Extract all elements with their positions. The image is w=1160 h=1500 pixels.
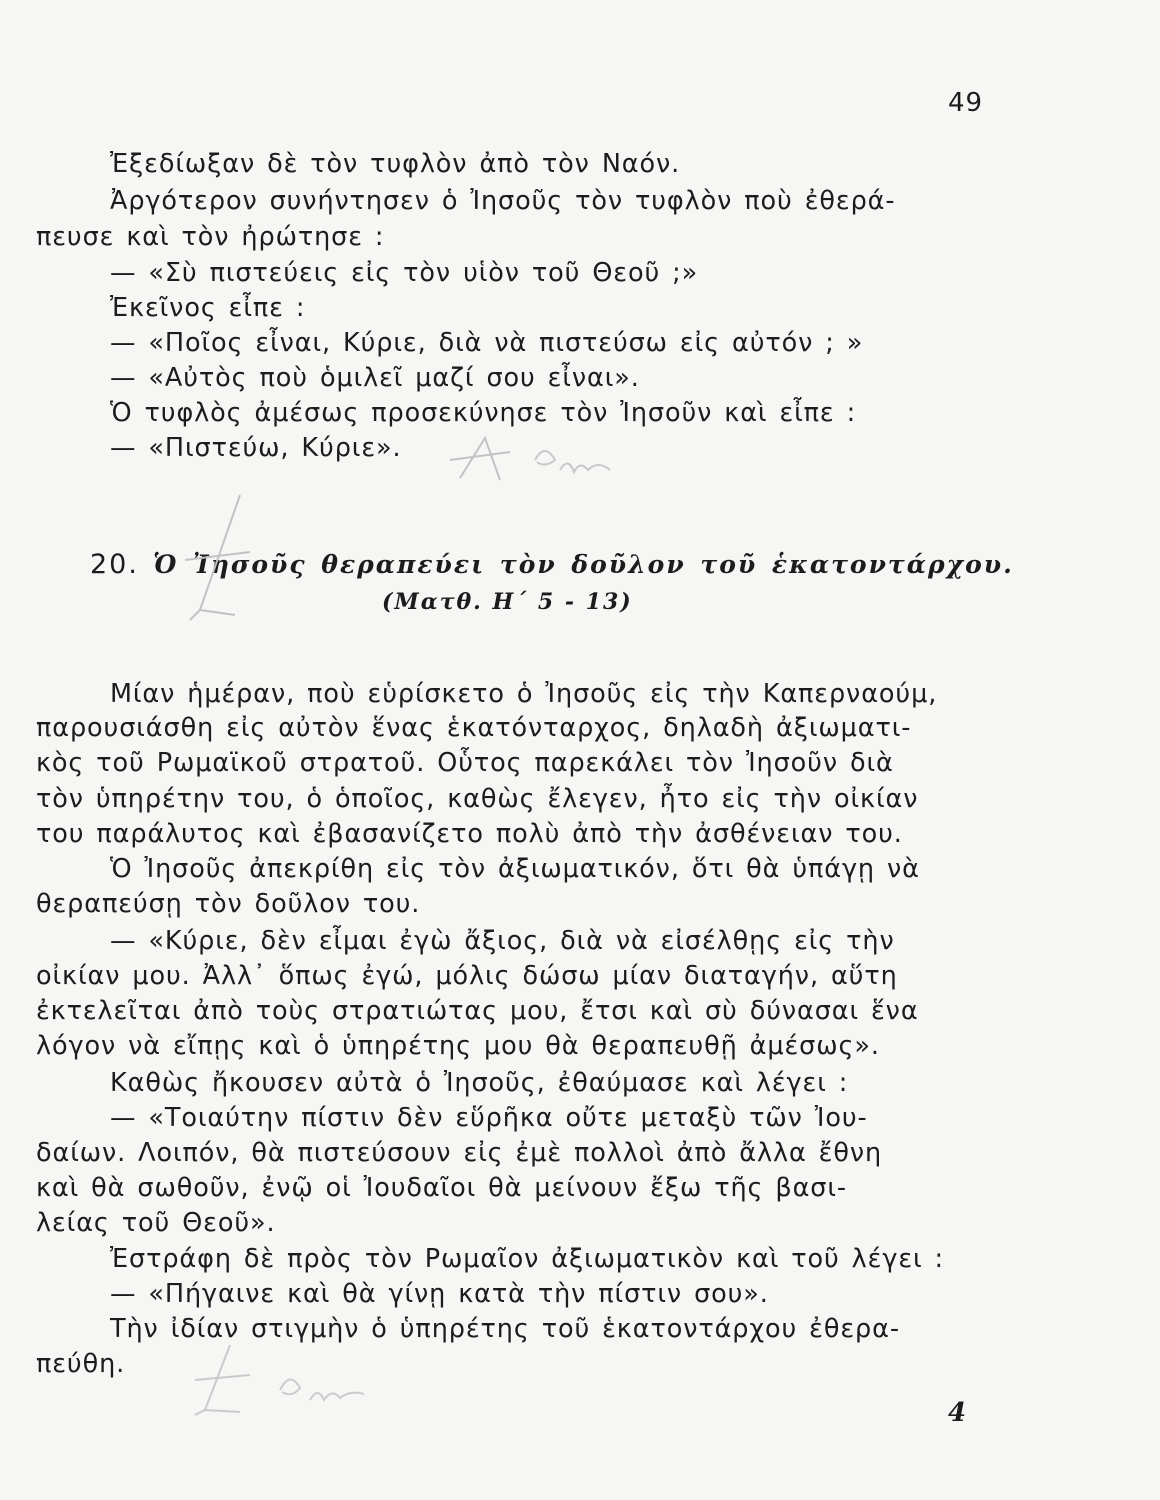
text-line: — «Κύριε, δὲν εἶμαι ἐγὼ ἄξιος, διὰ νὰ εἰσέλθῃς εἰς τὴν — [110, 926, 895, 956]
text-line: τὸν ὑπηρέτην του, ὁ ὁποῖος, καθὼς ἔλεγεν, ἦτο εἰς τὴν οἰκίαν — [36, 784, 919, 814]
text-line: λόγον νὰ εἴπῃς καὶ ὁ ὑπηρέτης μου θὰ θεραπευθῇ ἀμέσως». — [36, 1031, 880, 1061]
text-line: — «Πιστεύω, Κύριε». — [110, 433, 402, 463]
pencil-mark-icon — [440, 430, 630, 490]
text-line: παρουσιάσθη εἰς αὐτὸν ἕνας ἑκατόνταρχος, δηλαδὴ ἀξιωματι- — [36, 713, 912, 743]
text-line: Ἐστράφη δὲ πρὸς τὸν Ρωμαῖον ἀξιωματικὸν καὶ τοῦ λέγει : — [110, 1244, 945, 1274]
text-line: κὸς τοῦ Ρωμαϊκοῦ στρατοῦ. Οὗτος παρεκάλει τὸν Ἰησοῦν διὰ — [36, 748, 894, 778]
text-line: Τὴν ἰδίαν στιγμὴν ὁ ὑπηρέτης τοῦ ἑκατοντάρχου ἐθερα- — [110, 1314, 900, 1344]
section-number: 20. — [90, 549, 139, 580]
text-line: λείας τοῦ Θεοῦ». — [36, 1208, 276, 1238]
text-line: του παράλυτος καὶ ἐβασανίζετο πολὺ ἀπὸ τὴν ἀσθένειαν του. — [36, 819, 903, 849]
section-heading — [90, 549, 1014, 580]
signature-number: 4 — [948, 1398, 967, 1428]
text-line: Ὁ Ἰησοῦς ἀπεκρίθη εἰς τὸν ἀξιωματικόν, ὅτι θὰ ὑπάγῃ νὰ — [110, 854, 920, 884]
text-line: οἰκίαν μου. Ἀλλ᾽ ὅπως ἐγώ, μόλις δώσω μίαν διαταγήν, αὕτη — [36, 961, 898, 991]
text-line: πεύθη. — [36, 1349, 126, 1379]
text-line: καὶ θὰ σωθοῦν, ἐνῷ οἱ Ἰουδαῖοι θὰ μείνουν ἔξω τῆς βασι- — [36, 1173, 847, 1203]
text-line: Ἐκεῖνος εἶπε : — [110, 293, 306, 323]
section-title: Ὁ Ἰησοῦς θεραπεύει τὸν δοῦλον τοῦ ἑκατοντάρχου. — [152, 550, 1014, 579]
text-line: — «Ποῖος εἶναι, Κύριε, διὰ νὰ πιστεύσω εἰς αὐτόν ; » — [110, 328, 864, 358]
text-line: Καθὼς ἤκουσεν αὐτὰ ὁ Ἰησοῦς, ἐθαύμασε καὶ λέγει : — [110, 1068, 849, 1098]
text-line: Μίαν ἡμέραν, ποὺ εὑρίσκετο ὁ Ἰησοῦς εἰς τὴν Καπερναούμ, — [110, 679, 938, 709]
text-line: πευσε καὶ τὸν ἠρώτησε : — [36, 222, 385, 252]
scripture-reference: (Ματθ. Η΄ 5 - 13) — [382, 589, 633, 615]
text-line: — «Αὐτὸς ποὺ ὁμιλεῖ μαζί σου εἶναι». — [110, 363, 640, 393]
text-line: — «Πήγαινε καὶ θὰ γίνῃ κατὰ τὴν πίστιν σου». — [110, 1279, 769, 1309]
pencil-mark-icon — [190, 1340, 390, 1420]
text-line: ἐκτελεῖται ἀπὸ τοὺς στρατιώτας μου, ἔτσι καὶ σὺ δύνασαι ἕνα — [36, 996, 919, 1026]
text-line: — «Σὺ πιστεύεις εἰς τὸν υἱὸν τοῦ Θεοῦ ;» — [110, 258, 699, 288]
text-line: Ἀργότερον συνήντησεν ὁ Ἰησοῦς τὸν τυφλὸν ποὺ ἐθερά- — [110, 186, 896, 216]
text-line: θεραπεύσῃ τὸν δοῦλον του. — [36, 889, 421, 919]
text-line: Ἐξεδίωξαν δὲ τὸν τυφλὸν ἀπὸ τὸν Ναόν. — [110, 149, 681, 179]
text-line: Ὁ τυφλὸς ἀμέσως προσεκύνησε τὸν Ἰησοῦν καὶ εἶπε : — [110, 398, 857, 428]
page-number: 49 — [948, 88, 984, 118]
text-line: δαίων. Λοιπόν, θὰ πιστεύσουν εἰς ἐμὲ πολλοὶ ἀπὸ ἄλλα ἔθνη — [36, 1138, 883, 1168]
text-line: — «Τοιαύτην πίστιν δὲν εὕρῆκα οὔτε μεταξὺ τῶν Ἰου- — [110, 1103, 868, 1133]
